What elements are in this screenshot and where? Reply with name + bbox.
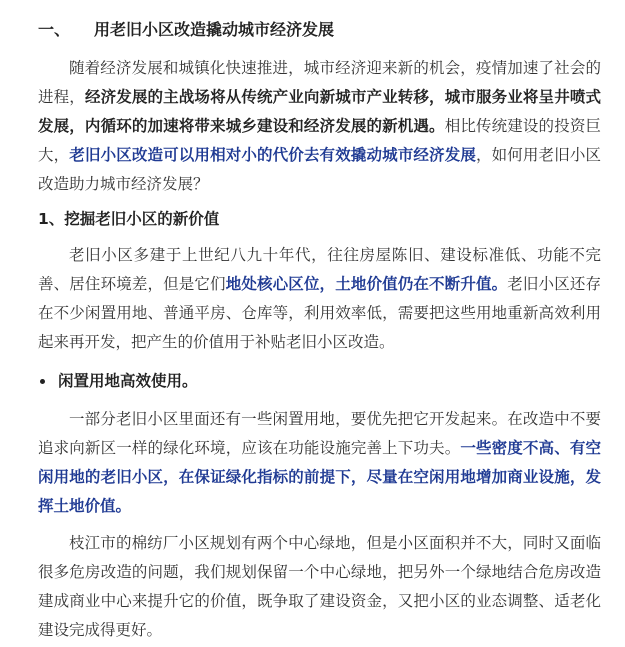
intro-highlight: 老旧小区改造可以用相对小的代价去有效撬动城市经济发展 (69, 146, 476, 164)
bullet-dot-icon (40, 379, 45, 384)
idle-land-highlight: 一些密度不高、有空闲用地的老旧小区，在保证绿化指标的前提下，尽量在空闲用地增加商业设施，发挥土地价值。 (38, 439, 601, 515)
intro-paragraph (38, 54, 601, 199)
value-paragraph (38, 241, 601, 357)
section-title: 用老旧小区改造撬动城市经济发展 (94, 20, 335, 39)
case-paragraph (38, 529, 601, 645)
idle-land-text: 一部分老旧小区里面还有一些闲置用地，要优先把它开发起来。在改造中不要追求向新区一样的绿化环境，应该在功能设施完善上下功夫。 (38, 410, 601, 457)
value-text-2: 老旧小区还存在不少闲置用地、普通平房、仓库等，利用效率低，需要把这些用地重新高效利用起来再开发，把产生的价值用于补贴老旧小区改造。 (38, 275, 601, 351)
bullet-label: 闲置用地高效使用。 (58, 372, 198, 390)
value-text-1: 老旧小区多建于上世纪八九十年代，往往房屋陈旧、建设标准低、功能不完善、居住环境差，但是它们 (38, 246, 601, 293)
intro-text-2: 相比传统建设的投资巨大， (38, 117, 601, 164)
section-number: 一、 (38, 20, 71, 39)
case-text: 枝江市的棉纺厂小区规划有两个中心绿地，但是小区面积并不大，同时又面临很多危房改造的问题，我们规划保留一个中心绿地，把另外一个绿地结合危房改造建成商业中心来提升它的价值，既争取了建设资金，又把小区的业态调整、适老化建设完成得更好。 (38, 534, 601, 639)
idle-land-paragraph (38, 405, 601, 521)
section-heading (38, 18, 601, 42)
intro-bold-text: 经济发展的主战场将从传统产业向新城市产业转移，城市服务业将呈井喷式发展，内循环的加速将带来城乡建设和经济发展的新机遇。 (38, 88, 601, 135)
subsection-heading: 1、挖掘老旧小区的新价值 (38, 210, 220, 228)
intro-text-3: ，如何用老旧小区改造助力城市经济发展？ (38, 146, 601, 193)
intro-text-1: 随着经济发展和城镇化快速推进，城市经济迎来新的机会，疫情加速了社会的进程， (38, 59, 601, 106)
value-highlight: 地处核心区位，土地价值仍在不断升值。 (225, 275, 508, 293)
bullet-item (40, 369, 601, 393)
